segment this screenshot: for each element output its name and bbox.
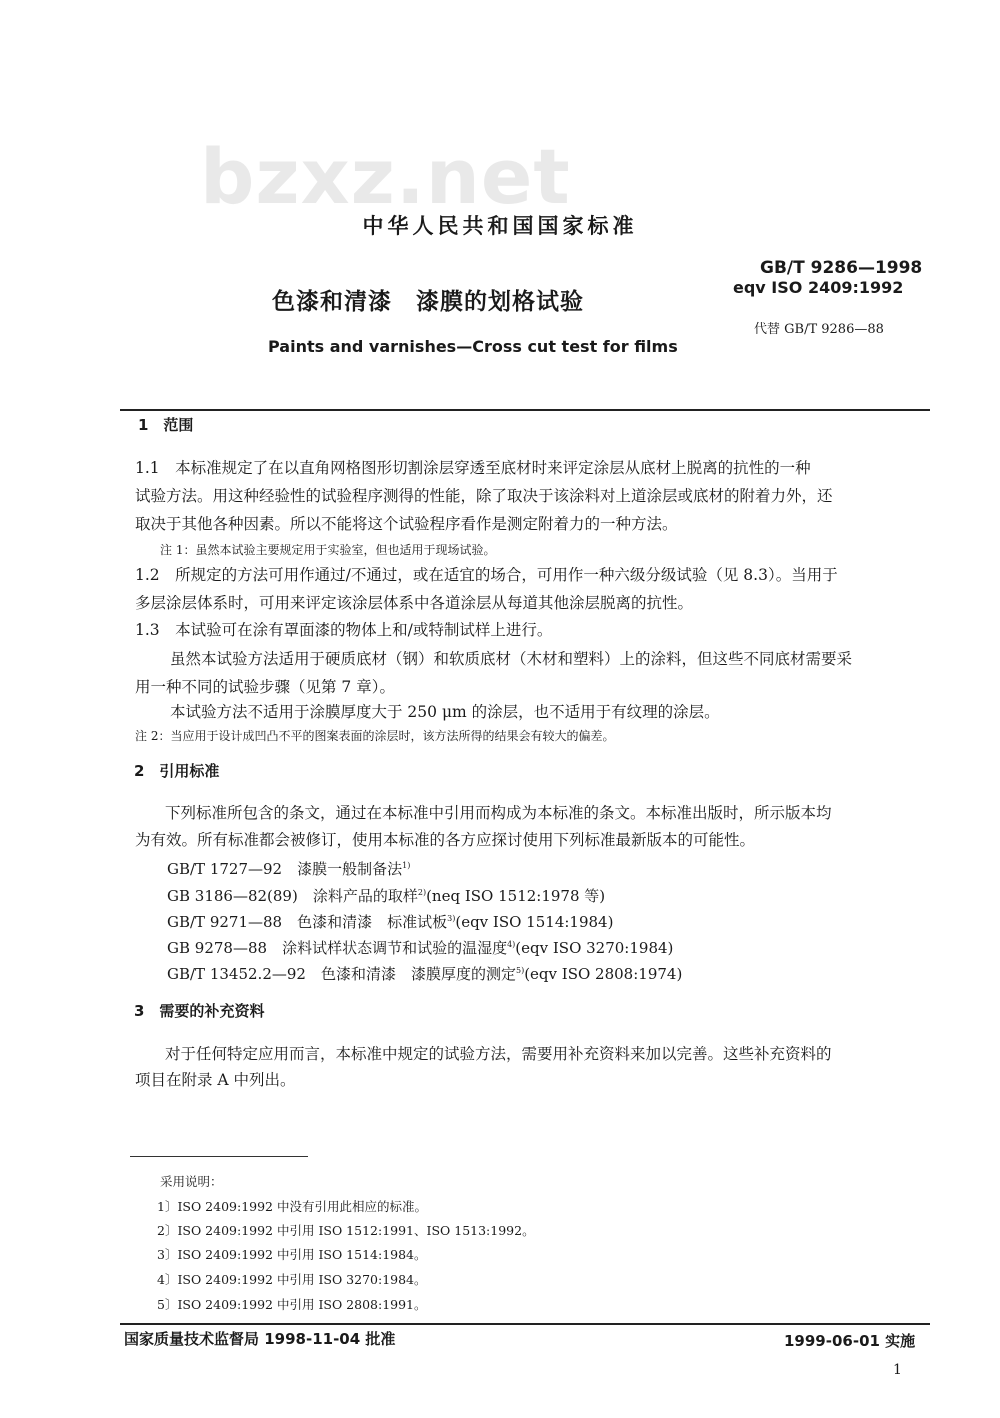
reference-sup: 4) bbox=[507, 940, 516, 949]
paragraph-1-2-line-1: 1.2 所规定的方法可用作通过/不通过，或在适宜的场合，可用作一种六级分级试验（见 8.3）。当用于 bbox=[135, 566, 838, 584]
reference-title: 色漆和清漆 漆膜厚度的测定 bbox=[320, 965, 516, 983]
reference-sup: 2) bbox=[417, 888, 427, 897]
paragraph-1-3-b-line-2: 用一种不同的试验步骤（见第 7 章）。 bbox=[135, 678, 395, 696]
footnote-item: 4〕ISO 2409:1992 中引用 ISO 3270:1984。 bbox=[157, 1272, 427, 1287]
reference-item bbox=[167, 858, 410, 879]
watermark-text: bzxz.net bbox=[200, 132, 571, 221]
reference-tail: (eqv ISO 3270:1984) bbox=[515, 939, 674, 957]
footnote-rule bbox=[130, 1156, 308, 1157]
implementation-date: 1999-06-01 实施 bbox=[784, 1332, 916, 1350]
reference-tail: (neq ISO 1512:1978 等) bbox=[426, 887, 606, 905]
replaces-standard: 代替 GB/T 9286—88 bbox=[754, 322, 884, 337]
footnote-item: 5〕ISO 2409:1992 中引用 ISO 2808:1991。 bbox=[157, 1297, 427, 1312]
page-number: 1 bbox=[893, 1362, 902, 1378]
section-2-intro-line-2: 为有效。所有标准都会被修订，使用本标准的各方应探讨使用下列标准最新版本的可能性。 bbox=[135, 831, 756, 849]
section-3-line-2: 项目在附录 A 中列出。 bbox=[135, 1071, 296, 1089]
paragraph-1-2-line-2: 多层涂层体系时，可用来评定该涂层体系中各道涂层从每道其他涂层脱离的抗性。 bbox=[135, 594, 694, 612]
footer-rule bbox=[120, 1323, 930, 1325]
footnote-title: 采用说明： bbox=[160, 1174, 223, 1189]
reference-sup: 1) bbox=[402, 861, 411, 870]
reference-code: GB/T 1727—92 bbox=[167, 860, 283, 878]
reference-title: 色漆和清漆 标准试板 bbox=[297, 913, 448, 931]
reference-item bbox=[167, 963, 682, 984]
title-english: Paints and varnishes—Cross cut test for films bbox=[268, 337, 678, 356]
section-3-line-1: 对于任何特定应用而言，本标准中规定的试验方法，需要用补充资料来加以完善。这些补充资料的 bbox=[165, 1045, 832, 1063]
paragraph-1-3: 1.3 本试验可在涂有罩面漆的物体上和/或特制试样上进行。 bbox=[135, 621, 553, 639]
note-1: 注 1：虽然本试验主要规定用于实验室，但也适用于现场试验。 bbox=[160, 543, 496, 557]
paragraph-1-3-c: 本试验方法不适用于涂膜厚度大于 250 μm 的涂层，也不适用于有纹理的涂层。 bbox=[170, 703, 720, 721]
reference-code: GB 9278—88 bbox=[167, 939, 268, 957]
reference-tail: (eqv ISO 2808:1974) bbox=[524, 965, 683, 983]
section-2-intro-line-1: 下列标准所包含的条文，通过在本标准中引用而构成为本标准的条文。本标准出版时，所示版本均 bbox=[165, 804, 832, 822]
reference-title: 漆膜一般制备法 bbox=[297, 860, 403, 878]
paragraph-1-1-line-1: 1.1 本标准规定了在以直角网格图形切割涂层穿透至底材时来评定涂层从底材上脱离的抗性的一种 bbox=[135, 459, 811, 477]
reference-tail: (eqv ISO 1514:1984) bbox=[455, 913, 614, 931]
reference-item bbox=[167, 911, 613, 932]
paragraph-1-3-b-line-1: 虽然本试验方法适用于硬质底材（钢）和软质底材（木材和塑料）上的涂料，但这些不同底材需要采 bbox=[170, 650, 853, 668]
reference-item bbox=[167, 937, 673, 958]
approval-date: 国家质量技术监督局 1998-11-04 批准 bbox=[124, 1330, 396, 1348]
note-2: 注 2：当应用于设计成凹凸不平的图案表面的涂层时，该方法所得的结果会有较大的偏差。 bbox=[135, 729, 615, 743]
reference-code: GB 3186—82(89) bbox=[167, 887, 298, 905]
footnote-item: 2〕ISO 2409:1992 中引用 ISO 1512:1991、ISO 1513:1992。 bbox=[157, 1223, 535, 1238]
footnote-item: 1〕ISO 2409:1992 中没有引用此相应的标准。 bbox=[157, 1199, 427, 1214]
reference-title: 涂料产品的取样 bbox=[312, 887, 418, 905]
reference-code: GB/T 13452.2—92 bbox=[167, 965, 306, 983]
equivalent-standard: eqv ISO 2409:1992 bbox=[733, 278, 904, 297]
reference-sup: 3) bbox=[447, 914, 456, 923]
section-1-heading: 1 范围 bbox=[138, 416, 194, 434]
standard-code: GB/T 9286—1998 bbox=[760, 258, 923, 278]
national-standard-heading: 中华人民共和国国家标准 bbox=[362, 214, 638, 238]
paragraph-1-1-line-3: 取决于其他各种因素。所以不能将这个试验程序看作是测定附着力的一种方法。 bbox=[135, 515, 678, 533]
reference-code: GB/T 9271—88 bbox=[167, 913, 283, 931]
section-3-heading: 3 需要的补充资料 bbox=[134, 1002, 265, 1020]
footnote-item: 3〕ISO 2409:1992 中引用 ISO 1514:1984。 bbox=[157, 1247, 427, 1262]
reference-title: 涂料试样状态调节和试验的温湿度 bbox=[282, 939, 508, 957]
reference-sup: 5) bbox=[515, 966, 525, 975]
section-2-heading: 2 引用标准 bbox=[134, 762, 220, 780]
title-chinese: 色漆和清漆 漆膜的划格试验 bbox=[272, 289, 584, 315]
reference-item bbox=[167, 885, 605, 906]
paragraph-1-1-line-2: 试验方法。用这种经验性的试验程序测得的性能，除了取决于该涂料对上道涂层或底材的附着力外，还 bbox=[135, 487, 833, 505]
header-rule bbox=[120, 409, 930, 411]
